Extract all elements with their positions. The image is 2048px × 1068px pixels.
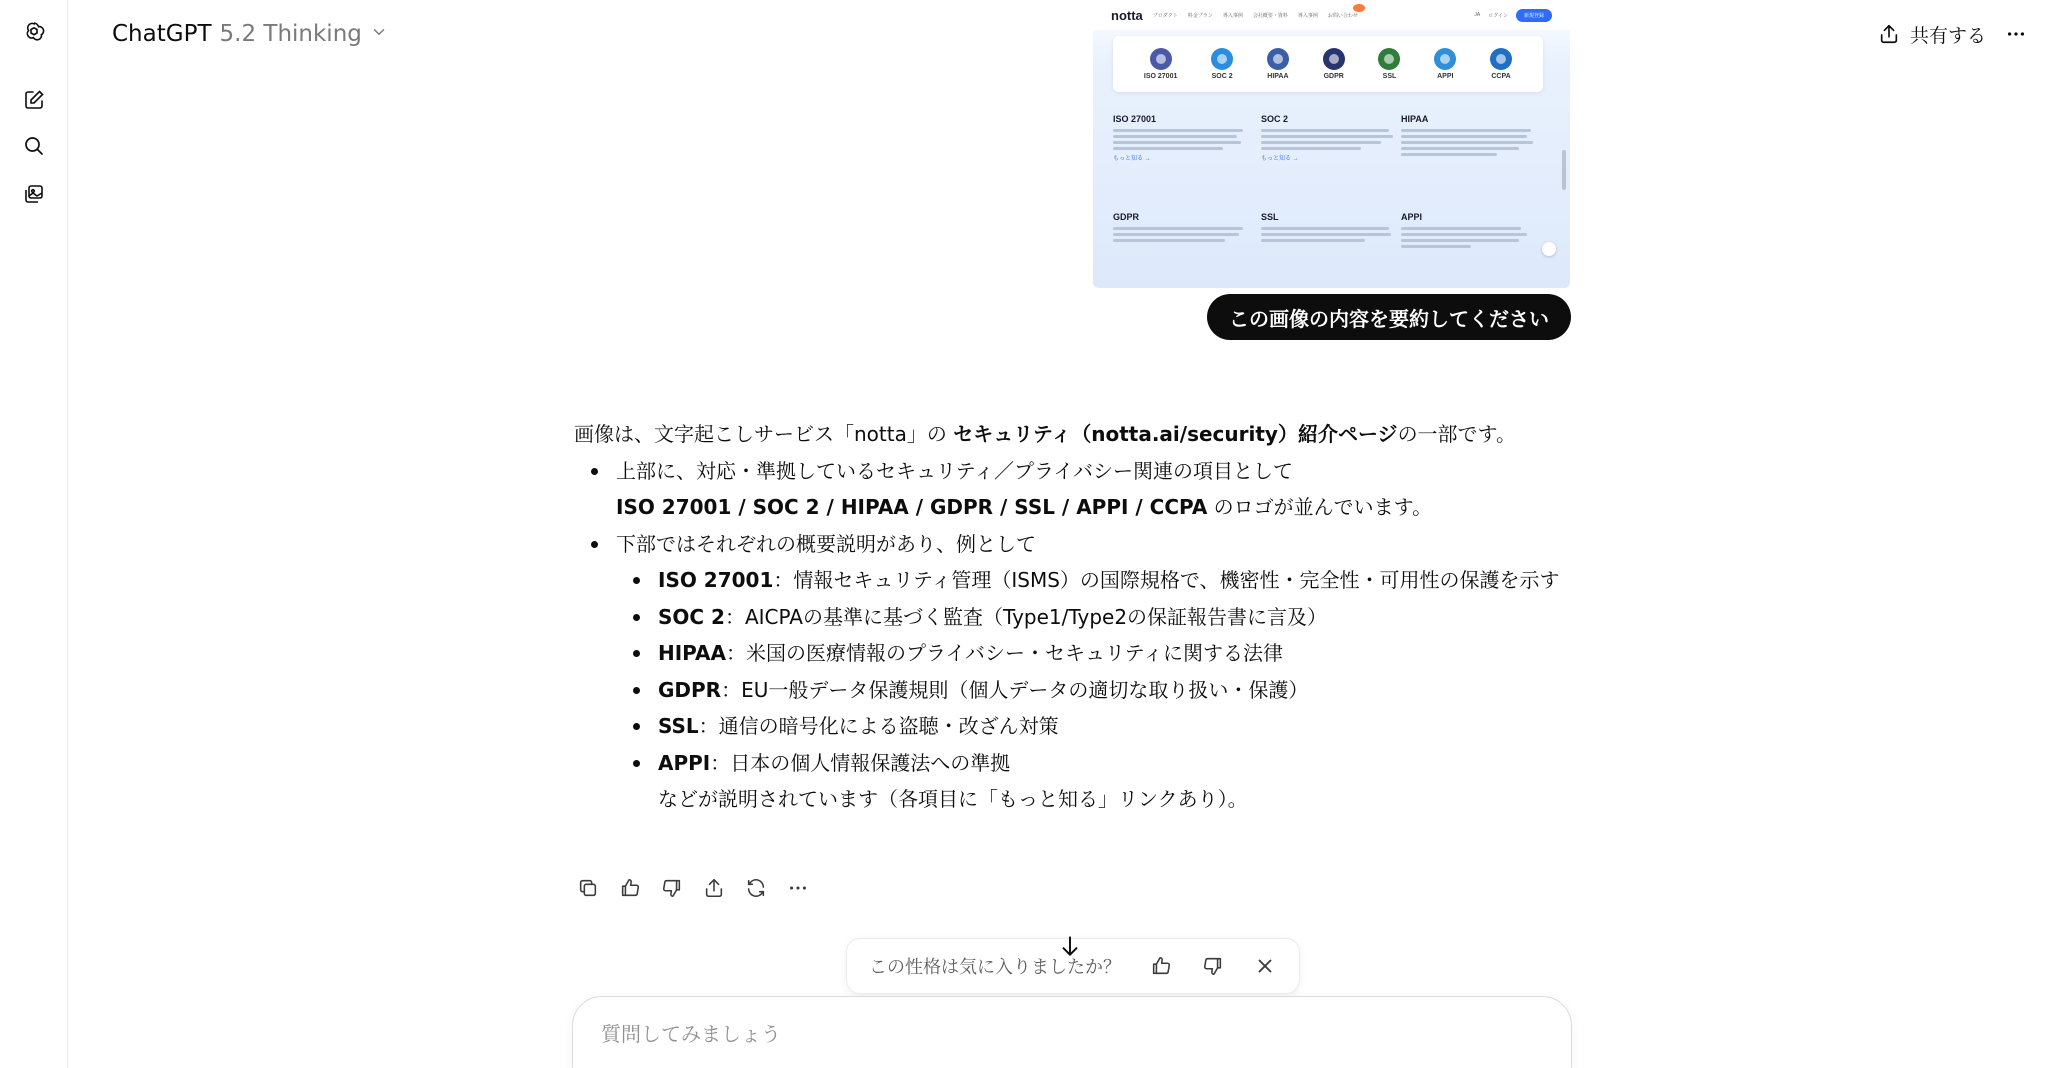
share-icon: [703, 877, 725, 899]
thumb-section: [1401, 114, 1541, 159]
standard-term: HIPAA: [658, 641, 726, 665]
compliance-badge: [1490, 48, 1512, 80]
thumb-nav-item: 導入事例: [1222, 12, 1243, 19]
user-message: [1207, 294, 1571, 340]
share-label: 共有する: [1909, 24, 1986, 47]
thumb-navbar: [1093, 0, 1570, 30]
search-button[interactable]: [14, 126, 54, 166]
thumbs-down-icon: [1202, 955, 1224, 977]
standard-description: ：日本の個人情報保護法への準拠: [710, 750, 1011, 775]
badge-label: HIPAA: [1267, 73, 1289, 80]
standard-term: ISO 27001: [658, 568, 774, 592]
compliance-badge: [1211, 48, 1233, 80]
badge-label: SSL: [1382, 73, 1397, 80]
list-item: [616, 599, 1584, 636]
thumb-more-link: もっと知る →: [1261, 156, 1299, 162]
thumb-section: [1261, 114, 1401, 162]
compliance-badge: [1267, 48, 1289, 80]
thumb-nav-item: 料金プラン: [1187, 12, 1213, 19]
thumb-section: [1113, 114, 1253, 162]
compliance-badge: [1378, 48, 1400, 80]
openai-logo-icon: [22, 20, 46, 44]
library-button[interactable]: [14, 174, 54, 214]
library-icon: [22, 182, 46, 206]
thumb-section: [1261, 212, 1401, 245]
badge-emblem-icon: [1323, 48, 1345, 70]
list-item: [616, 562, 1584, 599]
standard-description: ：通信の暗号化による盗聴・改ざん対策: [698, 714, 1059, 738]
thumbs-up-icon: [619, 877, 641, 899]
thumb-section-title: HIPAA: [1401, 114, 1429, 124]
copy-button[interactable]: [572, 872, 604, 904]
feedback-question: この性格は気に入りましたか？: [869, 957, 1121, 978]
compliance-badge: [1434, 48, 1456, 80]
openai-logo-button[interactable]: [14, 12, 54, 52]
thumb-section-title: SOC 2: [1261, 114, 1289, 124]
thumb-section-title: SSL: [1261, 212, 1279, 222]
assistant-message: [574, 416, 1584, 818]
search-icon: [22, 134, 46, 158]
list-item: [616, 672, 1584, 709]
thumb-section-title: APPI: [1401, 212, 1423, 222]
standard-term: APPI: [658, 750, 711, 775]
thumb-nav-item: 導入事例: [1297, 12, 1318, 19]
list-item: [616, 635, 1584, 672]
bullet-text: 下部ではそれぞれの概要説明があり、例として: [616, 531, 1036, 556]
prompt-input[interactable]: [601, 1017, 1501, 1051]
thumb-section: [1113, 212, 1253, 245]
model-switcher[interactable]: [112, 14, 388, 54]
share-message-button[interactable]: [698, 872, 730, 904]
intro-text: 画像は、文字起こしサービス「notta」の: [574, 422, 954, 446]
badge-emblem-icon: [1434, 48, 1456, 70]
assistant-intro: [574, 416, 1584, 453]
thumb-login: ログイン: [1488, 12, 1508, 19]
badge-label: CCPA: [1491, 73, 1511, 80]
compliance-badge: [1323, 48, 1345, 80]
more-options-button[interactable]: [1998, 14, 2034, 54]
list-item: [574, 526, 1584, 818]
bullet-text: のロゴが並んでいます。: [1207, 495, 1433, 519]
bullet-bold: ISO 27001 / SOC 2 / HIPAA / GDPR / SSL / APPI / CCPA: [616, 495, 1208, 519]
user-message-text: この画像の内容を要約してください: [1229, 306, 1549, 331]
intro-bold: セキュリティ（notta.ai/security）紹介ページ: [953, 422, 1398, 446]
thumb-scrollbar: [1562, 150, 1566, 190]
badge-emblem-icon: [1211, 48, 1233, 70]
thumb-section-title: GDPR: [1113, 212, 1140, 222]
feedback-close-button[interactable]: [1247, 948, 1283, 984]
badge-emblem-icon: [1490, 48, 1512, 70]
scroll-to-bottom-button[interactable]: [1052, 928, 1088, 964]
share-button[interactable]: [1878, 14, 1986, 54]
thumb-section-title: ISO 27001: [1113, 114, 1157, 124]
list-item: [616, 745, 1584, 782]
share-icon: [1878, 23, 1900, 45]
thumbs-down-icon: [661, 877, 683, 899]
model-name: ChatGPT: [112, 21, 212, 47]
list-item: [616, 708, 1584, 745]
thumb-nav-item: プロダクト: [1152, 12, 1178, 19]
thumb-nav-item: お問い合わせ: [1327, 12, 1358, 19]
standard-description: ：AICPAの基準に基づく監査（Type1/Type2の保証報告書に言及）: [724, 604, 1328, 629]
compliance-badge: [1144, 48, 1177, 80]
attached-image[interactable]: [1093, 0, 1570, 288]
bullet-text: 上部に、対応・準拠しているセキュリティ／プライバシー関連の項目として: [616, 458, 1293, 483]
more-icon: [2005, 23, 2027, 45]
standard-term: GDPR: [658, 677, 722, 702]
more-icon: [787, 877, 809, 899]
standard-description: ：EU一般データ保護規則（個人データの適切な取り扱い・保護）: [721, 677, 1309, 702]
thumb-nav-item: 会社概要・資料: [1252, 12, 1288, 19]
standard-description: ：情報セキュリティ管理（ISMS）の国際規格で、機密性・完全性・可用性の保護を示す: [773, 568, 1560, 592]
thumb-cta: 新規登録: [1516, 9, 1552, 22]
feedback-thumbs-down-button[interactable]: [1195, 948, 1231, 984]
model-version: 5.2 Thinking: [219, 21, 362, 47]
regenerate-icon: [745, 877, 767, 899]
badge-emblem-icon: [1150, 48, 1172, 70]
standard-term: SSL: [658, 714, 699, 738]
more-actions-button[interactable]: [782, 872, 814, 904]
badge-label: APPI: [1437, 73, 1454, 80]
badge-label: SOC 2: [1211, 73, 1233, 80]
thumb-section: [1401, 212, 1541, 251]
thumb-lang: JA: [1474, 12, 1481, 18]
badge-emblem-icon: [1267, 48, 1289, 70]
copy-icon: [577, 877, 599, 899]
arrow-down-icon: [1057, 933, 1083, 959]
summary-list: [574, 453, 1584, 818]
message-actions: [572, 872, 814, 904]
thumb-notification-dot: [1353, 4, 1365, 12]
trailing-text: などが説明されています（各項目に「もっと知る」リンクあり）。: [658, 787, 1248, 811]
thumb-logo: notta: [1111, 7, 1143, 23]
intro-suffix: の一部です。: [1397, 422, 1516, 446]
chevron-down-icon: [370, 21, 388, 47]
regenerate-button[interactable]: [740, 872, 772, 904]
thumb-more-link: もっと知る →: [1113, 156, 1151, 162]
thumb-chat-bubble: [1542, 242, 1556, 256]
feedback-thumbs-up-button[interactable]: [1143, 948, 1179, 984]
compliance-badges: [1113, 36, 1543, 92]
badge-label: ISO 27001: [1143, 73, 1178, 80]
sidebar-rail: [0, 0, 68, 1068]
close-icon: [1254, 955, 1276, 977]
new-chat-icon: [22, 88, 46, 112]
chat-composer: [572, 996, 1572, 1068]
standard-description: ：米国の医療情報のプライバシー・セキュリティに関する法律: [725, 641, 1283, 665]
thumbs-down-button[interactable]: [656, 872, 688, 904]
list-item: [574, 453, 1584, 526]
thumbs-up-button[interactable]: [614, 872, 646, 904]
sub-list: [616, 562, 1584, 781]
standard-term: SOC 2: [658, 604, 725, 629]
thumbs-up-icon: [1150, 955, 1172, 977]
badge-emblem-icon: [1378, 48, 1400, 70]
new-chat-button[interactable]: [14, 80, 54, 120]
badge-label: GDPR: [1323, 73, 1344, 80]
